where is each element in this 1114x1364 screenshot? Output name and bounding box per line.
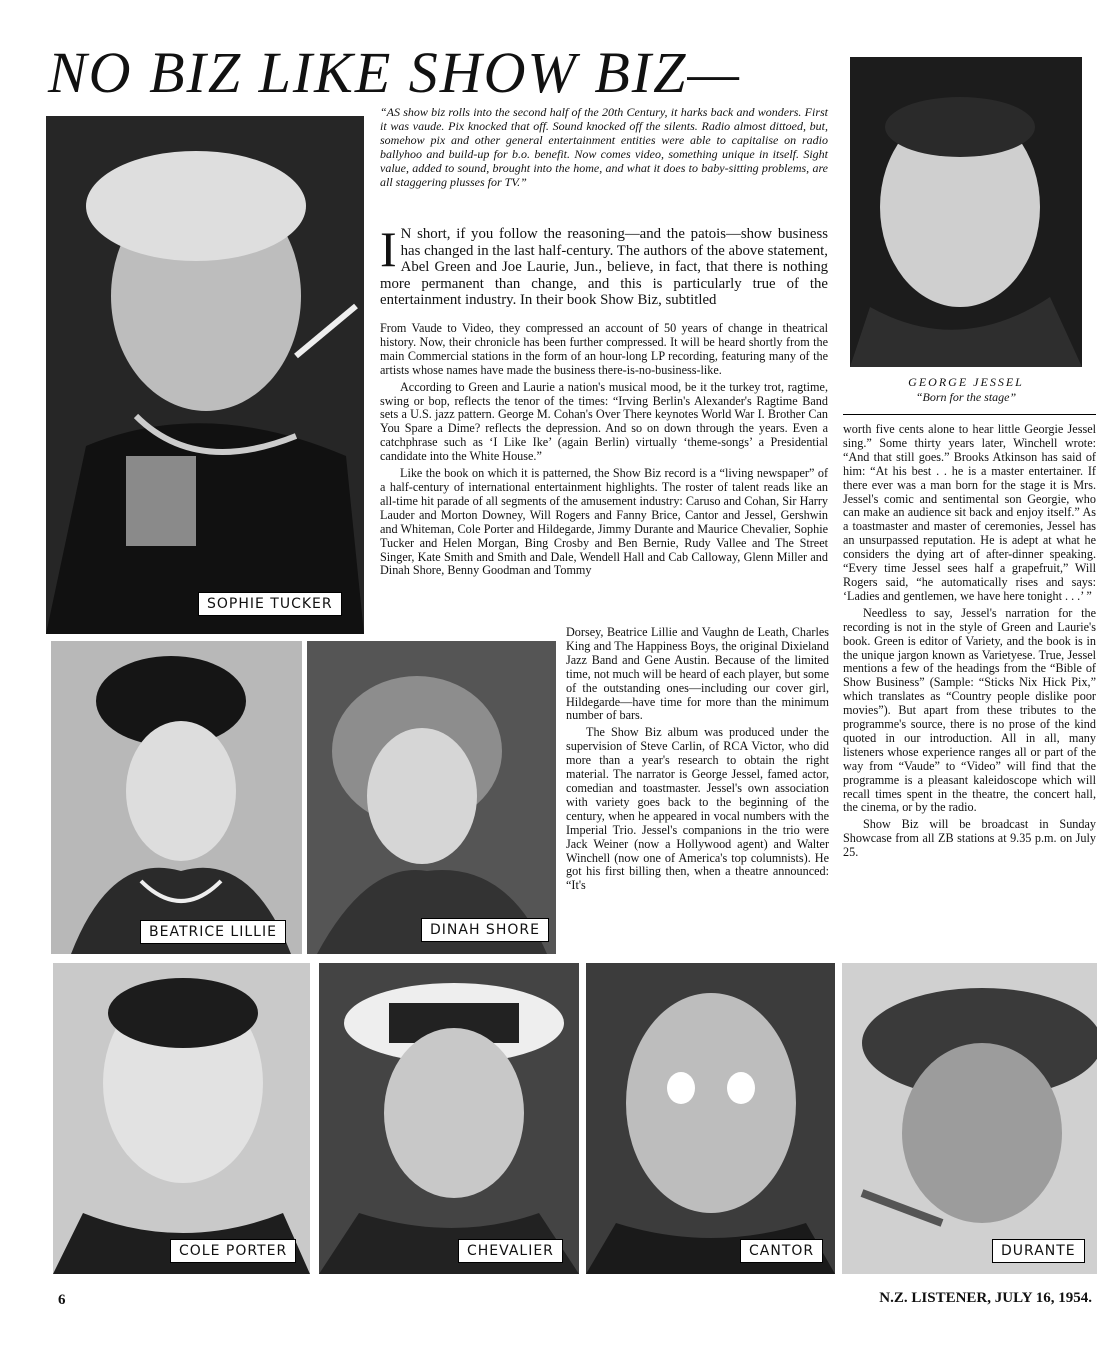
durante-photo [842, 963, 1097, 1274]
intro-small-text [380, 322, 828, 578]
para-album: The Show Biz album was produced under the supervision of Steve Carlin, of RCA Victor, who did more than a year's research to obtain the right material. The narrator is George Jessel, famed actor, comedian and toastmaster. Jessel's own association with variety goes back to the beginning of the century, when he appeared in vocal numbers with the Imperial Trio. Jessel's companions in the trio were Jack Weiner (now a Hollywood agent) and Walter Winchell (now one of America's top columnists). He got his first billing then, when a theatre announced: “It's [566, 725, 829, 893]
george-jessel-name: GEORGE JESSEL [908, 375, 1024, 389]
page-number: 6 [58, 1292, 66, 1308]
intro-paragraph-block [380, 221, 828, 309]
middle-column [566, 626, 829, 893]
para-right-1: worth five cents alone to hear little Georgie Jessel sing.” Some thirty years later, Winchell wrote: “And that still goes.” Brooks Atkinson has said of him: “At his best . . he is a master entertainer. If there ever was a man born for the stage it is Mrs. Jessel's comic and sentimental son Georgie, who can make an audience sit back and enjoy itself.” As a toastmaster and master of ceremonies, Jessel has an unsurpassed reputation. He is adept at what he considers the dying art of after-dinner speaking. “Every time Jessel sees half a grapefruit,” Will Rogers said, “he automatically rises and says: ‘Ladies and gentlemen, we have here tonight . . .’ ” [843, 422, 1096, 603]
drop-cap: I [380, 221, 397, 277]
cole-porter-photo [53, 963, 310, 1274]
dinah-shore-label: DINAH SHORE [421, 918, 549, 942]
beatrice-lillie-photo [51, 641, 302, 954]
cantor-photo [586, 963, 835, 1274]
durante-label: DURANTE [992, 1239, 1085, 1263]
para-record: Like the book on which it is patterned, the Show Biz record is a “living newspaper” of a half-century of international entertainment highlights. The roster of talent reads like an all-time hit parade of all segments of the amusement industry: Caruso and Cohan, Sir Harry Lauder and Morton Downey, Will Rogers and Fanny Brice, Cantor and Jessel, Gershwin and Whiteman, Cole Porter and Hildegarde, Jimmy Durante and Maurice Chevalier, Sophie Tucker and Helen Morgan, Bing Crosby and Ben Bernie, Rudy Vallee and The Street Singer, Kate Smith and Smith and Dale, Wendell Hall and Cab Calloway, Glenn Miller and Dinah Shore, Benny Goodman and Tommy [380, 466, 828, 578]
beatrice-lillie-label: BEATRICE LILLIE [140, 920, 286, 944]
george-jessel-photo [850, 57, 1082, 367]
para-right-3: Show Biz will be broadcast in Sunday Showcase from all ZB stations at 9.35 p.m. on July 25. [843, 817, 1096, 860]
george-jessel-subtitle: “Born for the stage” [915, 390, 1017, 404]
para-musical: According to Green and Laurie a nation's musical mood, be it the turkey trot, ragtime, swing or bop, reflects the tenor of the times: “Irving Berlin's Alexander's Ragtime Band sets a U.S. jazz pattern. George M. Cohan's Over There keynotes World War I. Brother Can You Spare a Dime? reflects the depression. And so on down through the years. Even a catchphrase such as ‘I Like Ike’ (again Berlin) virtually ‘theme-songs’ a Presidential candidate into the White House.” [380, 379, 828, 464]
cole-porter-label: COLE PORTER [170, 1239, 296, 1263]
cantor-label: CANTOR [740, 1239, 823, 1263]
intro-small: From Vaude to Video, they compressed an account of 50 years of change in theatrical history. Now, their chronicle has been further compressed. It will be heard shortly from the main Commercial stations in the form of an hour-long LP recording, featuring many of the artists whose names have made the business there-is-no-business-like. [380, 321, 828, 377]
para-record-cont: Dorsey, Beatrice Lillie and Vaughn de Leath, Charles King and The Happiness Boys, the original Dixieland Jazz Band and Gene Austin. Because of the limited time, not much will be heard of each player, but some of the outstanding ones—including our cover girl, Hildegarde—have time for more than the minimum number of bars. [566, 625, 829, 723]
caption-divider [843, 414, 1096, 415]
right-column [843, 423, 1096, 860]
page-title: NO BIZ LIKE SHOW BIZ— [48, 40, 741, 105]
chevalier-photo [319, 963, 579, 1274]
sophie-tucker-photo [46, 116, 364, 634]
chevalier-label: CHEVALIER [458, 1239, 563, 1263]
publication-line: N.Z. LISTENER, JULY 16, 1954. [879, 1290, 1092, 1306]
intro-paragraph: N short, if you follow the reasoning—and the patois—show business has changed in the last half-century. The authors of the above statement, Abel Green and Joe Laurie, Jun., believe, in fact, that there is nothing more permanent than change, and this is particularly true of the entertainment industry. In their book Show Biz, subtitled [380, 226, 828, 309]
lead-quote: “AS show biz rolls into the second half of the 20th Century, it harks back and wonders. First it was vaude. Pix knocked that off. Sound knocked off the silents. Radio almost dittoed, but, somehow pix and other general entertainment entities were able to capitalise on radio ballyhoo and build-up for b.o. benefit. Now comes video, something unique in itself. Sight value, added to sound, brought into the home, and what it does to baby-sitting problems, are all staggering plusses for TV.” [380, 105, 828, 189]
george-jessel-caption [850, 375, 1082, 405]
para-right-2: Needless to say, Jessel's narration for the recording is not in the style of Green and Laurie's book. Green is editor of Variety, and the book is in the unique jargon known as Varietyese. True, Jessel mentions a few of the headings from the “Bible of Show Business” (Sample: “Sticks Nix Hick Pix,” which translates as “Country people dislike poor movies”). But apart from these tributes to the programme's source, there is no prose of the kind quoted in our introduction. All in all, many listeners whose experience ranges all or part of the way from “Vaude” to “Video” will find that the programme is a pleasant kaleidoscope which will recall times spent in the theatre, the concert hall, the cinema, or by the radio. [843, 605, 1096, 815]
dinah-shore-photo [307, 641, 556, 954]
sophie-tucker-label: SOPHIE TUCKER [198, 592, 342, 616]
